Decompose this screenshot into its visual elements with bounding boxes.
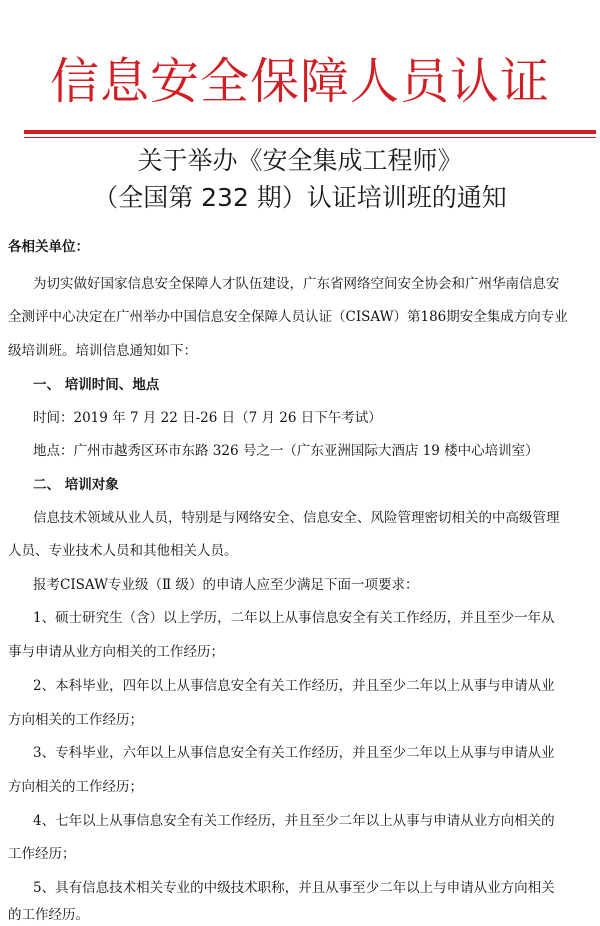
requirement-4-line-1: 4、七年以上从事信息安全有关工作经历，并且至少二年以上从事与申请从业方向相关的 <box>33 813 555 829</box>
requirement-5-line-2: 的工作经历。 <box>8 907 89 923</box>
intro-line-1: 为切实做好国家信息安全保障人才队伍建设，广东省网络空间安全协会和广州华南信息安 <box>33 276 560 292</box>
section-2-heading: 二、 培训对象 <box>33 477 119 493</box>
intro-line-3: 级培训班。培训信息通知如下： <box>8 343 197 359</box>
requirement-intro: 报考CISAW专业级（Ⅱ 级）的申请人应至少满足下面一项要求： <box>33 577 419 593</box>
requirement-2-line-2: 方向相关的工作经历； <box>8 712 143 728</box>
banner-rule-thick <box>24 130 596 134</box>
notice-title-line-2: （全国第 232 期）认证培训班的通知 <box>93 183 507 212</box>
training-time: 时间：2019 年 7 月 22 日-26 日（7 月 26 日下午考试） <box>33 410 382 426</box>
section-1-heading: 一、 培训时间、地点 <box>33 377 160 393</box>
training-location: 地点：广州市越秀区环市东路 326 号之一（广东亚洲国际大酒店 19 楼中心培训室） <box>33 443 539 459</box>
target-line-1: 信息技术领域从业人员，特别是与网络安全、信息安全、风险管理密切相关的中高级管理 <box>33 510 560 526</box>
banner-rule-thin <box>24 137 596 138</box>
target-line-2: 人员、专业技术人员和其他相关人员。 <box>8 543 238 559</box>
requirement-3-line-2: 方向相关的工作经历； <box>8 779 143 795</box>
requirement-1-line-2: 事与申请从业方向相关的工作经历； <box>8 644 224 660</box>
banner-title: 信息安全保障人员认证 <box>49 53 550 110</box>
requirement-3-line-1: 3、专科毕业，六年以上从事信息安全有关工作经历，并且至少二年以上从事与申请从业 <box>33 745 555 761</box>
requirement-2-line-1: 2、本科毕业，四年以上从事信息安全有关工作经历，并且至少二年以上从事与申请从业 <box>33 678 555 694</box>
salutation: 各相关单位： <box>8 239 89 255</box>
requirement-1-line-1: 1、硕士研究生（含）以上学历，二年以上从事信息安全有关工作经历，并且至少一年从 <box>33 610 555 626</box>
requirement-4-line-2: 工作经历； <box>8 846 76 862</box>
requirement-5-line-1: 5、具有信息技术相关专业的中级技术职称，并且从事至少二年以上与申请从业方向相关 <box>33 880 555 896</box>
intro-line-2: 全测评中心决定在广州举办中国信息安全保障人员认证（CISAW）第186期安全集成方向专业 <box>8 309 568 325</box>
notice-title-line-1: 关于举办《安全集成工程师》 <box>137 146 463 175</box>
